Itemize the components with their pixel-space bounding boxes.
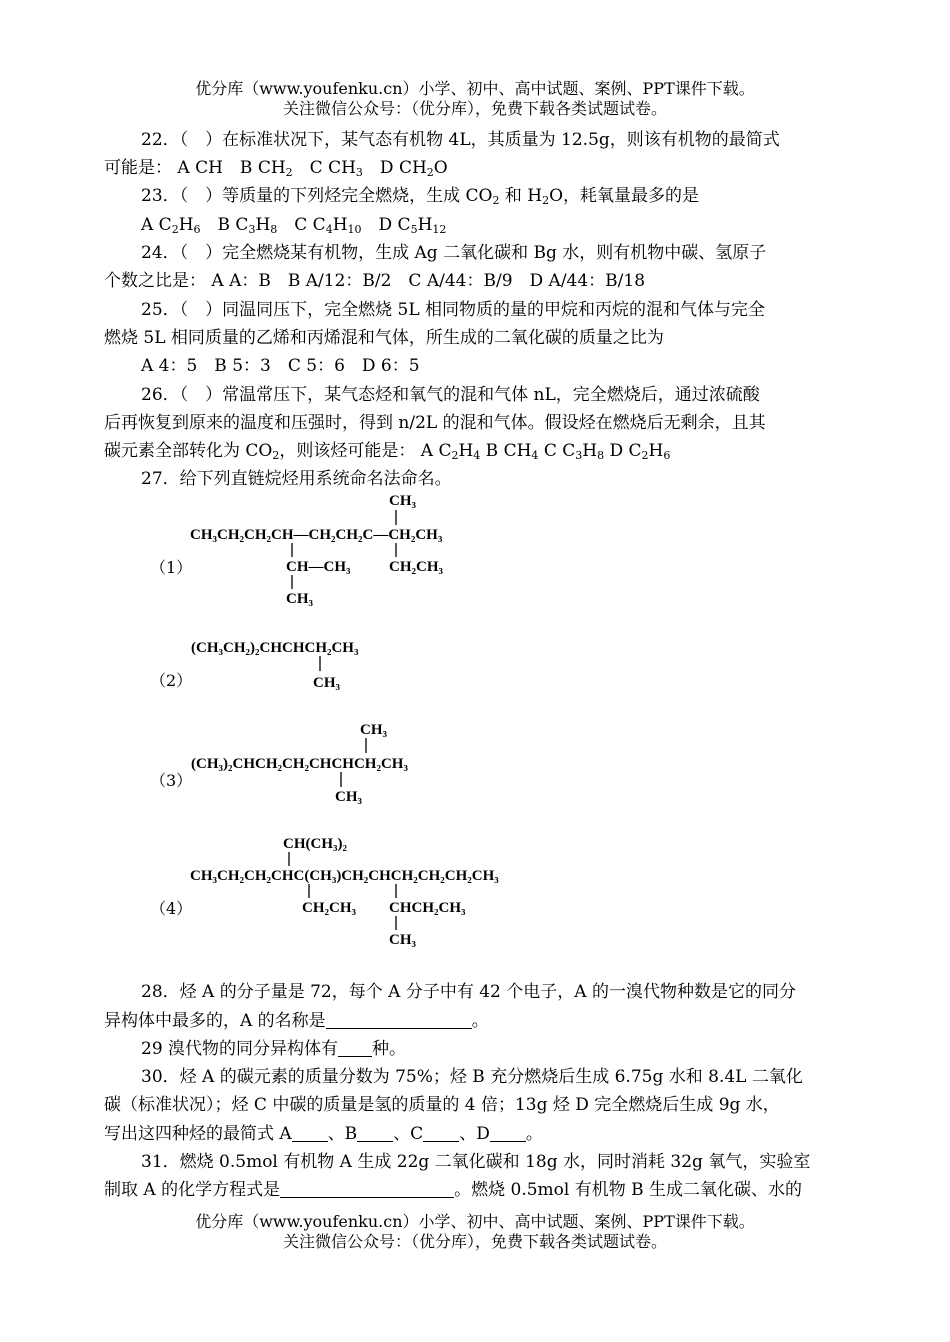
q24-line-2: 个数之比是： A A：B B A/12：B/2 C A/44：B/9 D A/44：B/18 xyxy=(104,271,646,291)
q30-blank-d[interactable] xyxy=(490,1123,526,1142)
page-footer xyxy=(0,1212,950,1252)
s4-branch-1: CH₂CH₃ xyxy=(302,900,356,916)
q31-line-2: 制取 A 的化学方程式是 。燃烧 0.5mol 有机物 B 生成二氧化碳、水的 xyxy=(104,1180,803,1200)
q30-blank-c[interactable] xyxy=(423,1123,459,1142)
structure-4 xyxy=(190,836,499,948)
q31-line-1: 31．燃烧 0.5mol 有机物 A 生成 22g 二氧化碳和 18g 水，同时消耗 32g 氧气，实验室 xyxy=(141,1152,811,1172)
s3-top-methyl: CH₃ xyxy=(360,722,387,738)
q25-line-1: 25．（ ）同温同压下，完全燃烧 5L 相同物质的量的甲烷和丙烷的混和气体与完全 xyxy=(141,300,766,320)
q23-line-1: 23．（ ）等质量的下列烃完全燃烧，生成 $CO_2$ 和 $H_2O$，耗氧量最多的是 xyxy=(141,186,700,207)
q25-line-2: 燃烧 5L 相同质量的乙烯和丙烯混和气体，所生成的二氧化碳的质量之比为 xyxy=(104,328,664,348)
q28-line-1: 28．烃 A 的分子量是 72，每个 A 分子中有 42 个电子，A 的一溴代物种数是它的同分 xyxy=(141,982,796,1002)
q26-line-1: 26．（ ）常温常压下，某气态烃和氧气的混和气体 nL，完全燃烧后，通过浓硫酸 xyxy=(141,385,760,405)
header-line-2: 关注微信公众号：（优分库），免费下载各类试题试卷。 xyxy=(282,99,667,118)
q25-line-3: A 4：5 B 5：3 C 5：6 D 6：5 xyxy=(141,356,420,376)
q26-line-2: 后再恢复到原来的温度和压强时，得到 n/2L 的混和气体。假设烃在燃烧后无剩余，且其 xyxy=(104,413,766,433)
q28-line-2: 异构体中最多的，A 的名称是 。 xyxy=(104,1011,489,1031)
q31-answer-blank[interactable] xyxy=(280,1179,454,1198)
q27-title: 27．给下列直链烷烃用系统命名法命名。 xyxy=(141,469,452,489)
q30-blank-a[interactable] xyxy=(292,1123,328,1142)
q22-line-1: 22．（ ）在标准状况下，某气态有机物 4L，其质量为 12.5g，则该有机物的最简式 xyxy=(141,130,780,150)
footer-line-1: 优分库（www.youfenku.cn）小学、初中、高中试题、案例、PPT课件下载。 xyxy=(195,1212,755,1231)
s2-methyl: CH₃ xyxy=(313,675,340,691)
q29-line: 29 溴代物的同分异构体有 种。 xyxy=(141,1039,407,1059)
structure-label-1: （1） xyxy=(150,558,193,577)
q30-line-2: 碳（标准状况）；烃 C 中碳的质量是氢的质量的 4 倍；13g 烃 D 完全燃烧后生成 9g 水， xyxy=(104,1095,780,1115)
s1-branch-1: CH—CH₃ xyxy=(286,559,351,575)
s4-branch-2: CHCH₂CH₃ xyxy=(389,900,466,916)
q30-line-1: 30．烃 A 的碳元素的质量分数为 75%；烃 B 充分燃烧后生成 6.75g 水和 8.4L 二氧化 xyxy=(141,1067,803,1087)
s2-main-chain: (CH₃CH₂)₂CHCHCH₂CH₃ xyxy=(191,640,359,656)
structure-1 xyxy=(190,493,443,607)
s1-top-methyl: CH₃ xyxy=(389,493,416,509)
q23-options: A $C_2H_6$ B $C_3H_8$ C $C_4H_{10}$ D $C_5H_{12}$ xyxy=(141,215,447,236)
structure-3 xyxy=(191,722,408,805)
s1-main-chain: CH₃CH₂CH₂CH—CH₂CH₂C—CH₂CH₃ xyxy=(190,527,443,543)
s4-top-isopropyl: CH(CH₃)₂ xyxy=(283,836,347,852)
s3-main-chain: (CH₃)₂CHCH₂CH₂CHCHCH₂CH₃ xyxy=(191,756,408,772)
s1-branch-1-methyl: CH₃ xyxy=(286,591,313,607)
s4-main-chain: CH₃CH₂CH₂CHC(CH₃)CH₂CHCH₂CH₂CH₂CH₃ xyxy=(190,868,499,884)
q29-answer-blank[interactable] xyxy=(338,1038,372,1057)
structure-label-3: （3） xyxy=(150,771,193,790)
structure-2 xyxy=(191,640,359,691)
q30-line-3: 写出这四种烃的最简式 A 、B 、C 、D 。 xyxy=(104,1124,543,1144)
structure-label-2: （2） xyxy=(150,671,193,690)
q30-blank-b[interactable] xyxy=(357,1123,393,1142)
s4-branch-2-methyl: CH₃ xyxy=(389,932,416,948)
footer-line-2: 关注微信公众号：（优分库），免费下载各类试题试卷。 xyxy=(282,1232,667,1251)
q24-line-1: 24．（ ）完全燃烧某有机物，生成 Ag 二氧化碳和 Bg 水，则有机物中碳、氢原子 xyxy=(141,243,767,263)
s1-branch-2: CH₂CH₃ xyxy=(389,559,443,575)
q26-line-3: 碳元素全部转化为 $CO_2$，则该烃可能是： A $C_2H_4$ B $CH_4$ C $C_3H_8$ D $C_2H_6$ xyxy=(104,441,671,462)
q28-answer-blank[interactable] xyxy=(326,1010,472,1029)
structure-label-4: （4） xyxy=(150,899,193,918)
header-line-1: 优分库（www.youfenku.cn）小学、初中、高中试题、案例、PPT课件下载。 xyxy=(195,79,755,98)
s3-methyl: CH₃ xyxy=(335,789,362,805)
q22-line-2: 可能是： A CH B $CH_2$ C $CH_3$ D $CH_2O$ xyxy=(104,158,448,179)
